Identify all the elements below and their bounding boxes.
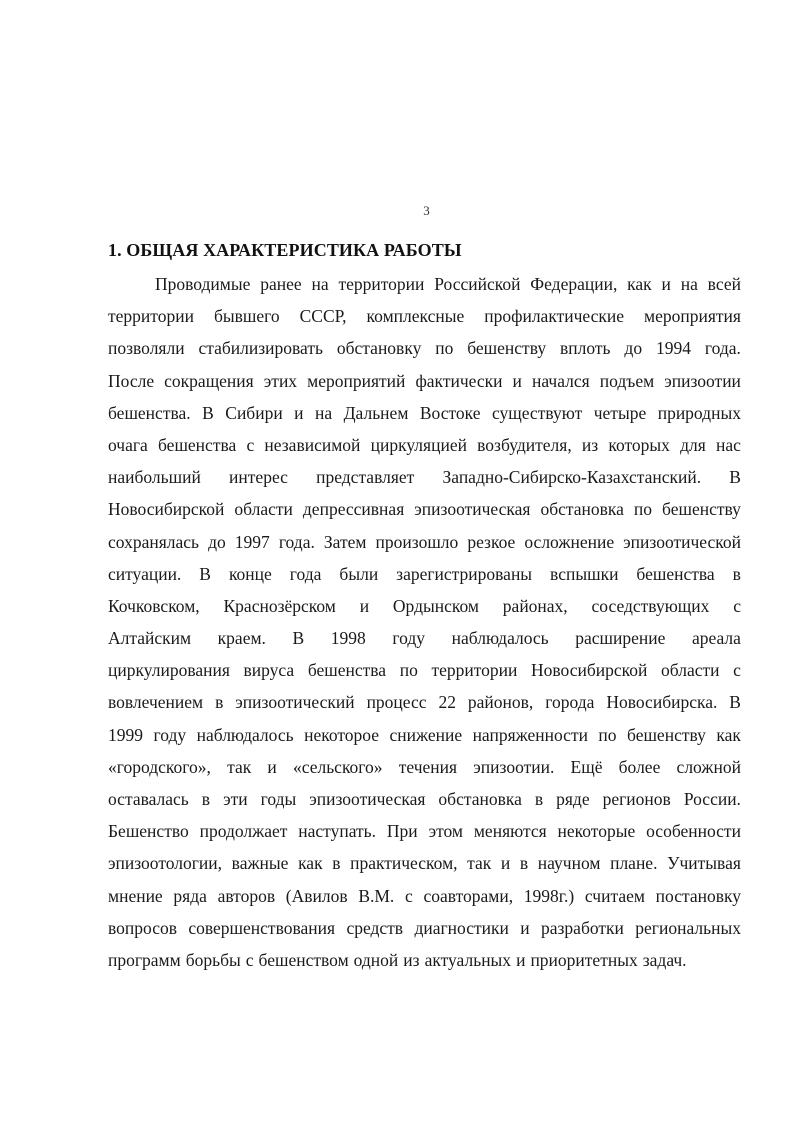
text-line: 1999 году наблюдалось некоторое снижение напряженности по бешенству как bbox=[108, 724, 741, 745]
text-line: Кочковском, Краснозёрском и Ордынском районах, соседствующих с bbox=[108, 595, 741, 616]
text-line: «городского», так и «сельского» течения эпизоотии. Ещё более сложной bbox=[108, 756, 741, 777]
text-line: Проводимые ранее на территории Российской Федерации, как и на всей bbox=[155, 274, 741, 294]
text-line: бешенства. В Сибири и на Дальнем Востоке существуют четыре природных bbox=[108, 402, 741, 423]
text-line: ситуации. В конце года были зарегистрированы вспышки бешенства в bbox=[108, 563, 741, 584]
text-line: Бешенство продолжает наступать. При этом меняются некоторые особенности bbox=[108, 821, 741, 842]
text-line: сохранялась до 1997 года. Затем произошло резкое осложнение эпизоотической bbox=[108, 531, 741, 552]
text-line: вовлечением в эпизоотический процесс 22 районов, города Новосибирска. В bbox=[108, 692, 741, 713]
text-line: оставалась в эти годы эпизоотическая обстановка в ряде регионов России. bbox=[108, 789, 741, 809]
section-heading: 1. ОБЩАЯ ХАРАКТЕРИСТИКА РАБОТЫ bbox=[108, 240, 462, 260]
text-line: Алтайским краем. В 1998 году наблюдалось расширение ареала bbox=[108, 628, 741, 649]
text-line: территории бывшего СССР, комплексные профилактические мероприятия bbox=[108, 306, 741, 327]
text-line: наибольший интерес представляет Западно-Сибирско-Казахстанский. В bbox=[108, 467, 741, 488]
text-line: мнение ряда авторов (Авилов В.М. с соавторами, 1998г.) считаем постановку bbox=[108, 885, 741, 906]
text-line: позволяли стабилизировать обстановку по бешенству вплоть до 1994 года. bbox=[108, 338, 741, 359]
text-line: Новосибирской области депрессивная эпизоотическая обстановка по бешенству bbox=[108, 499, 741, 520]
page-number: 3 bbox=[423, 203, 430, 218]
text-line: После сокращения этих мероприятий фактически и начался подъем эпизоотии bbox=[108, 370, 741, 391]
text-line: эпизоотологии, важные как в практическом, так и в научном плане. Учитывая bbox=[108, 853, 741, 874]
text-line: программ борьбы с бешенством одной из актуальных и приоритетных задач. bbox=[108, 949, 687, 970]
text-line: очага бешенства с независимой циркуляцией возбудителя, из которых для нас bbox=[108, 434, 741, 455]
body-paragraph bbox=[108, 268, 741, 976]
text-line: циркулирования вируса бешенства по территории Новосибирской области с bbox=[108, 660, 741, 681]
text-line: вопросов совершенствования средств диагностики и разработки региональных bbox=[108, 917, 741, 938]
